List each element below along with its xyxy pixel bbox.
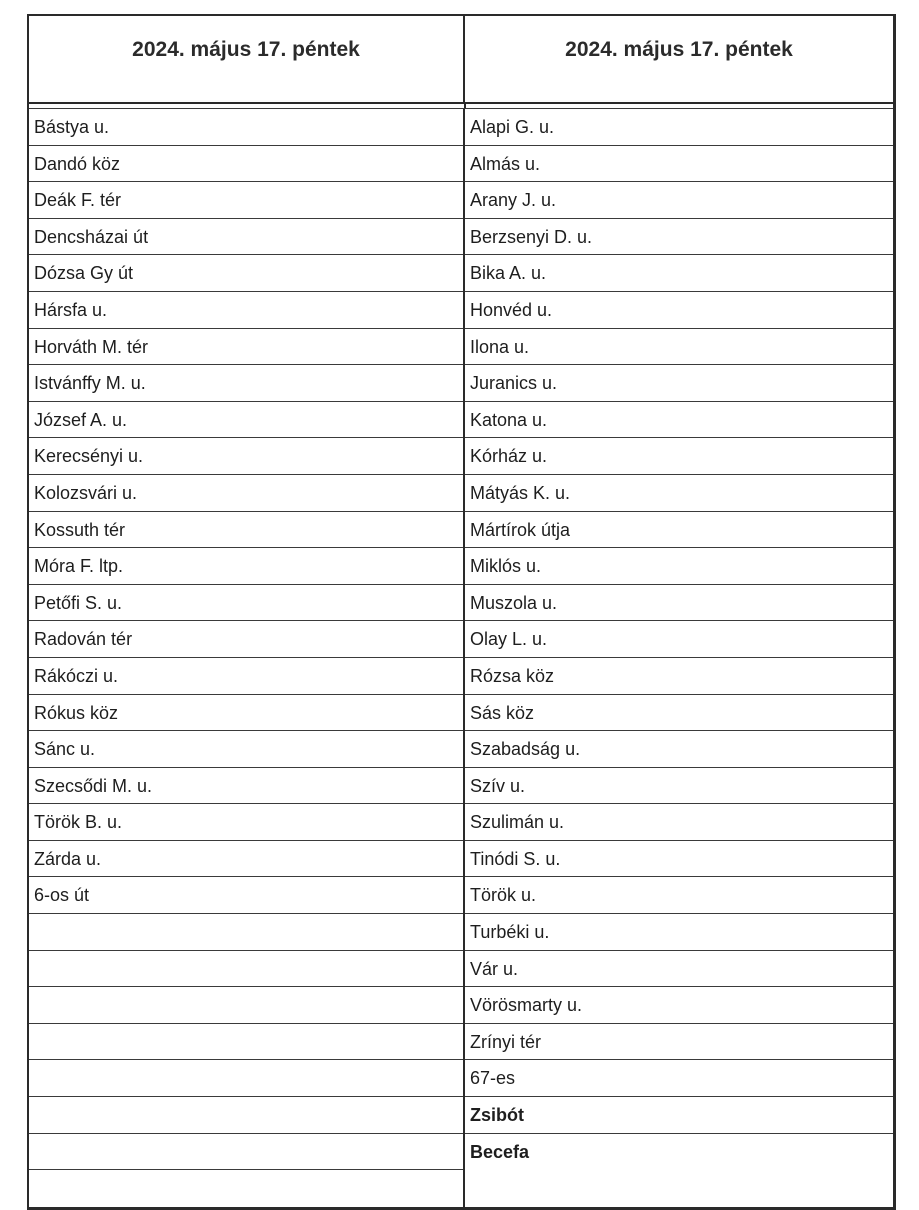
table-cell: Zrínyi tér (465, 1024, 893, 1061)
table-cell: Muszola u. (465, 585, 893, 622)
table-cell: Katona u. (465, 402, 893, 439)
table-cell: 67-es (465, 1060, 893, 1097)
table-cell: Kolozsvári u. (29, 475, 463, 512)
table-cell: Sánc u. (29, 731, 463, 768)
table-cell: Török u. (465, 877, 893, 914)
table-cell: Horváth M. tér (29, 329, 463, 366)
table-cell: Dózsa Gy út (29, 255, 463, 292)
table-cell: Honvéd u. (465, 292, 893, 329)
table-cell: Rákóczi u. (29, 658, 463, 695)
table-cell: Vár u. (465, 951, 893, 988)
right-column-header: 2024. május 17. péntek (565, 38, 793, 61)
table-cell (29, 914, 463, 951)
table-cell: Bika A. u. (465, 255, 893, 292)
table-cell: József A. u. (29, 402, 463, 439)
left-street-column (29, 109, 465, 1207)
table-cell: Dencsházai út (29, 219, 463, 256)
table-cell: Petőfi S. u. (29, 585, 463, 622)
table-cell: Almás u. (465, 146, 893, 183)
table-cell: Szabadság u. (465, 731, 893, 768)
table-cell (29, 951, 463, 988)
table-cell: Istvánffy M. u. (29, 365, 463, 402)
table-cell: Zsibót (465, 1097, 893, 1134)
table-cell: Alapi G. u. (465, 109, 893, 146)
table-cell: Mátyás K. u. (465, 475, 893, 512)
table-cell: Juranics u. (465, 365, 893, 402)
table-cell (29, 987, 463, 1024)
table-cell: Hársfa u. (29, 292, 463, 329)
table-cell (29, 1060, 463, 1097)
table-cell: 6-os út (29, 877, 463, 914)
table-cell: Török B. u. (29, 804, 463, 841)
table-cell: Olay L. u. (465, 621, 893, 658)
table-cell: Kossuth tér (29, 512, 463, 549)
table-cell (29, 1134, 463, 1171)
table-header-row (29, 16, 893, 104)
left-column-header: 2024. május 17. péntek (29, 16, 465, 102)
table-cell: Sás köz (465, 695, 893, 732)
table-cell: Szecsődi M. u. (29, 768, 463, 805)
table-cell: Arany J. u. (465, 182, 893, 219)
table-cell: Rózsa köz (465, 658, 893, 695)
table-cell: Mártírok útja (465, 512, 893, 549)
schedule-table (27, 14, 896, 1210)
table-cell (29, 1097, 463, 1134)
table-cell: Bástya u. (29, 109, 463, 146)
table-cell: Kerecsényi u. (29, 438, 463, 475)
table-cell: Miklós u. (465, 548, 893, 585)
left-spacer-cell (29, 104, 466, 108)
table-cell (29, 1170, 463, 1207)
table-cell: Szív u. (465, 768, 893, 805)
table-cell: Radován tér (29, 621, 463, 658)
table-cell: Berzsenyi D. u. (465, 219, 893, 256)
table-cell: Deák F. tér (29, 182, 463, 219)
table-body (29, 109, 893, 1207)
table-cell: Szulimán u. (465, 804, 893, 841)
table-cell: Ilona u. (465, 329, 893, 366)
table-cell: Móra F. ltp. (29, 548, 463, 585)
right-street-column (465, 109, 893, 1207)
table-cell: Turbéki u. (465, 914, 893, 951)
table-cell: Vörösmarty u. (465, 987, 893, 1024)
table-cell: Kórház u. (465, 438, 893, 475)
right-spacer-cell (466, 104, 893, 108)
table-cell: Becefa (470, 1141, 530, 1162)
table-cell: Dandó köz (29, 146, 463, 183)
table-cell: Zárda u. (29, 841, 463, 878)
table-cell: Tinódi S. u. (465, 841, 893, 878)
table-cell (29, 1024, 463, 1061)
table-cell: Rókus köz (29, 695, 463, 732)
